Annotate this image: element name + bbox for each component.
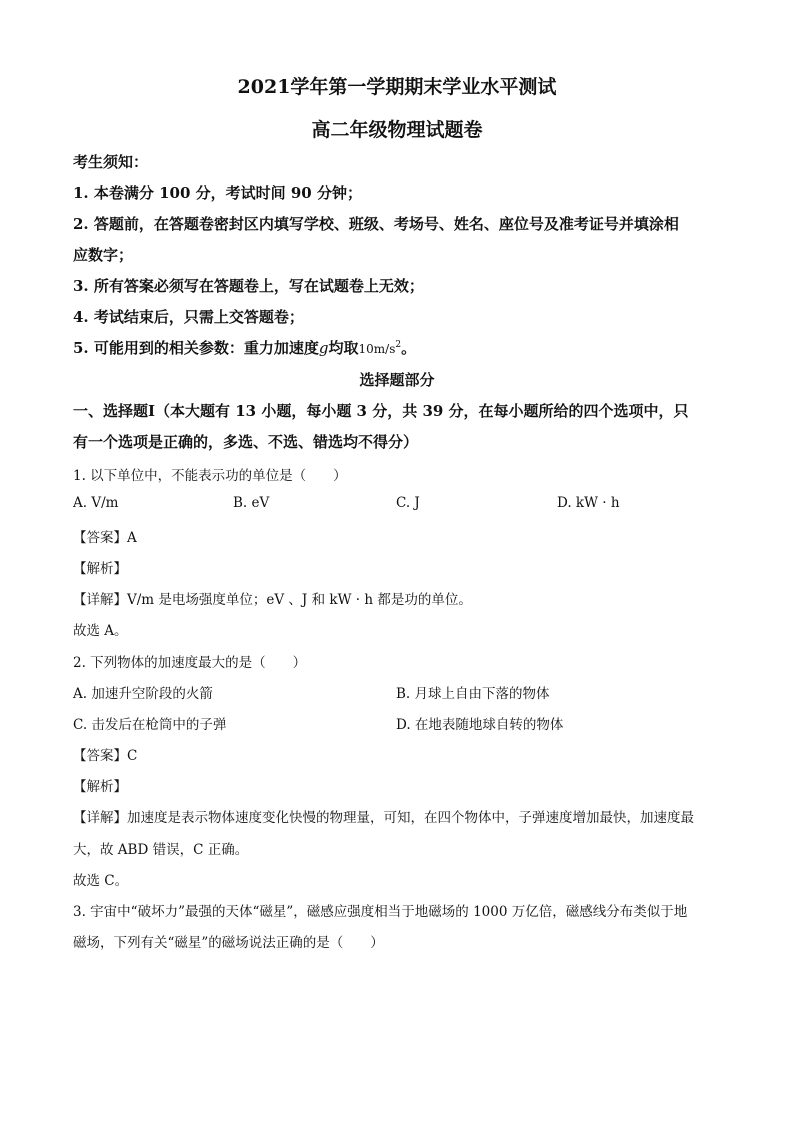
notice-item-5-prefix: 5. 可能用到的相关参数：重力加速度	[73, 339, 319, 357]
exam-subtitle: 高二年级物理试题卷	[311, 119, 483, 141]
question-3-stem-cont: 磁场，下列有关“磁星”的磁场说法正确的是（ ）	[73, 935, 384, 951]
question-2-conclusion: 故选 C。	[73, 873, 129, 889]
question-2-detail-cont: 大，故 ABD 错误，C 正确。	[73, 842, 249, 858]
notice-item-2: 2. 答题前，在答题卷密封区内填写学校、班级、考场号、姓名、座位号及准考证号并填涂相	[73, 215, 679, 233]
question-1-answer: 【答案】A	[73, 530, 137, 546]
question-1-option-b: B. eV	[233, 495, 270, 511]
question-1-detail: 【详解】V/m 是电场强度单位；eV 、J 和 kW · h 都是功的单位。	[73, 592, 472, 608]
question-1-option-a: A. V/m	[73, 495, 119, 511]
part1-instruction: 一、选择题Ⅰ（本大题有 13 小题，每小题 3 分，共 39 分，在每小题所给的四个选项中，只	[73, 402, 689, 420]
question-2-analysis: 【解析】	[73, 779, 127, 795]
question-1-analysis: 【解析】	[73, 561, 127, 577]
gravity-value: 10m/s	[358, 342, 396, 356]
question-2-stem: 2. 下列物体的加速度最大的是（ ）	[73, 655, 307, 671]
notice-item-4: 4. 考试结束后，只需上交答题卷；	[73, 308, 304, 326]
question-2-detail: 【详解】加速度是表示物体速度变化快慢的物理量，可知，在四个物体中，子弹速度增加最快，加速度最	[73, 810, 694, 826]
gravity-symbol: g	[318, 339, 329, 357]
notice-item-5	[73, 337, 416, 358]
question-1-option-c: C. J	[396, 495, 420, 511]
notice-item-3: 3. 所有答案必须写在答题卷上，写在试题卷上无效；	[73, 277, 424, 295]
question-1-option-d: D. kW · h	[557, 495, 620, 511]
notice-heading: 考生须知：	[73, 153, 149, 171]
notice-item-5-mid: 均取	[328, 339, 359, 357]
question-2-option-b: B. 月球上自由下落的物体	[396, 686, 550, 702]
question-1-stem: 1. 以下单位中，不能表示功的单位是（ ）	[73, 468, 347, 484]
question-1-conclusion: 故选 A。	[73, 623, 128, 639]
question-3-stem: 3. 宇宙中“破坏力”最强的天体“磁星”，磁感应强度相当于地磁场的 1000 万亿倍，磁感线分布类似于地	[73, 904, 688, 920]
question-2-option-d: D. 在地表随地球自转的物体	[396, 717, 564, 733]
question-2-option-c: C. 击发后在枪筒中的子弹	[73, 717, 227, 733]
question-2-option-a: A. 加速升空阶段的火箭	[73, 686, 213, 702]
exam-title: 2021学年第一学期期末学业水平测试	[237, 76, 557, 98]
notice-item-2-cont: 应数字；	[73, 246, 134, 264]
gravity-exponent: 2	[395, 340, 402, 350]
question-2-answer: 【答案】C	[73, 748, 138, 764]
section-title: 选择题部分	[359, 371, 435, 389]
part1-instruction-cont: 有一个选项是正确的，多选、不选、错选均不得分）	[73, 433, 419, 451]
notice-item-5-end: 。	[401, 339, 417, 357]
notice-item-1: 1. 本卷满分 100 分，考试时间 90 分钟；	[73, 184, 362, 202]
